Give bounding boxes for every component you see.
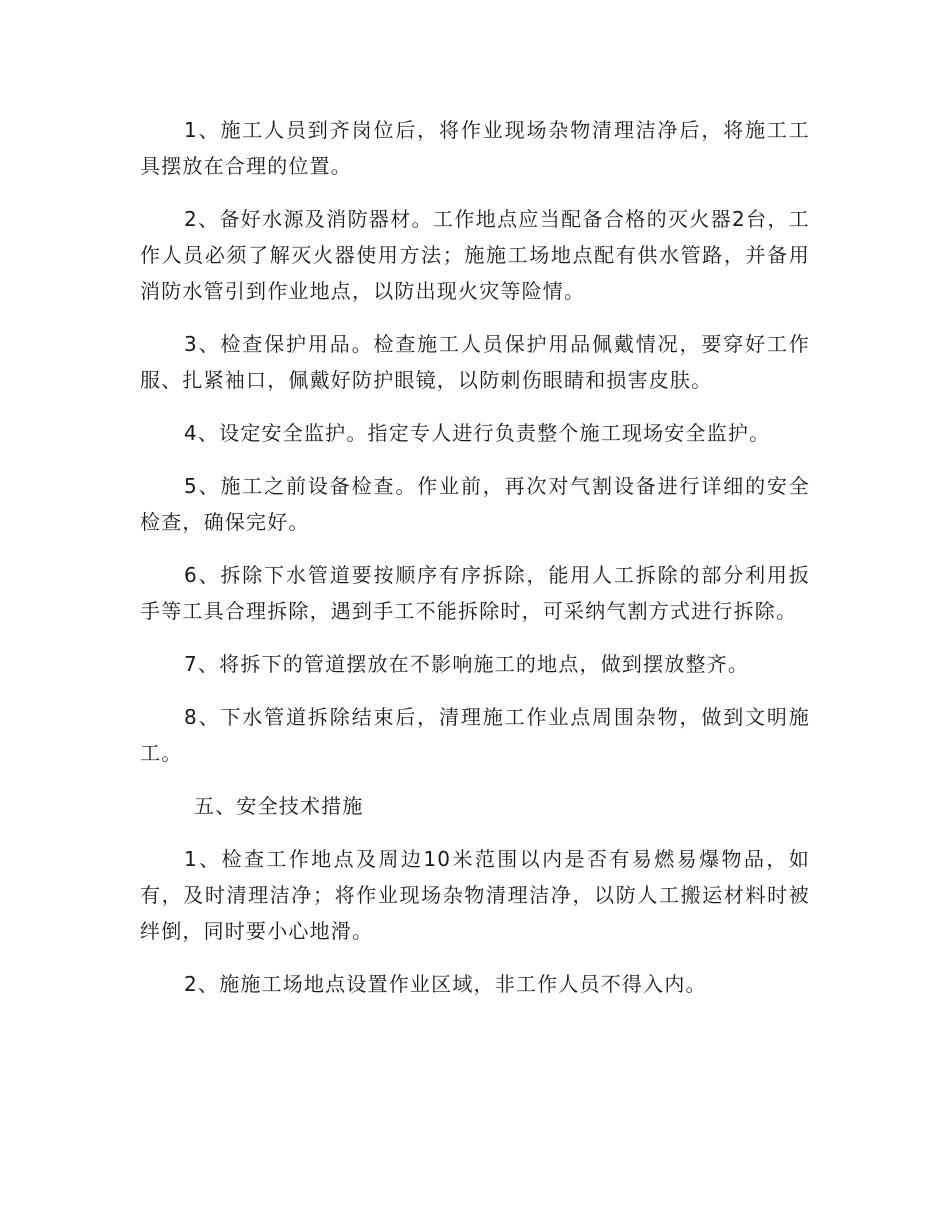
paragraph-3: 3、检查保护用品。检查施工人员保护用品佩戴情况，要穿好工作服、扎紧袖口，佩戴好防护眼镜，以防刺伤眼睛和损害皮肤。 xyxy=(140,332,810,392)
paragraph-5: 5、施工之前设备检查。作业前，再次对气割设备进行详细的安全检查，确保完好。 xyxy=(140,474,810,534)
paragraph-8: 8、下水管道拆除结束后，清理施工作业点周围杂物，做到文明施工。 xyxy=(140,705,810,765)
section-heading: 五、安全技术措施 xyxy=(194,794,364,818)
document-body xyxy=(140,112,810,1019)
paragraph-2: 2、备好水源及消防器材。工作地点应当配备合格的灭火器2台，工作人员必须了解灭火器使用方法；施施工场地点配有供水管路，并备用消防水管引到作业地点，以防出现火灾等险情。 xyxy=(140,207,810,303)
paragraph-4: 4、设定安全监护。指定专人进行负责整个施工现场安全监护。 xyxy=(184,421,771,445)
paragraph-1: 1、施工人员到齐岗位后，将作业现场杂物清理洁净后，将施工工具摆放在合理的位置。 xyxy=(140,118,810,178)
paragraph-6: 6、拆除下水管道要按顺序有序拆除，能用人工拆除的部分利用扳手等工具合理拆除，遇到手工不能拆除时，可采纳气割方式进行拆除。 xyxy=(140,563,810,623)
paragraph-7: 7、将拆下的管道摆放在不影响施工的地点，做到摆放整齐。 xyxy=(184,652,750,676)
section-paragraph-2: 2、施施工场地点设置作业区域，非工作人员不得入内。 xyxy=(184,972,707,996)
section-paragraph-1: 1、检查工作地点及周边10米范围以内是否有易燃易爆物品，如有，及时清理洁净；将作业现场杂物清理洁净，以防人工搬运材料时被绊倒，同时要小心地滑。 xyxy=(140,847,810,943)
